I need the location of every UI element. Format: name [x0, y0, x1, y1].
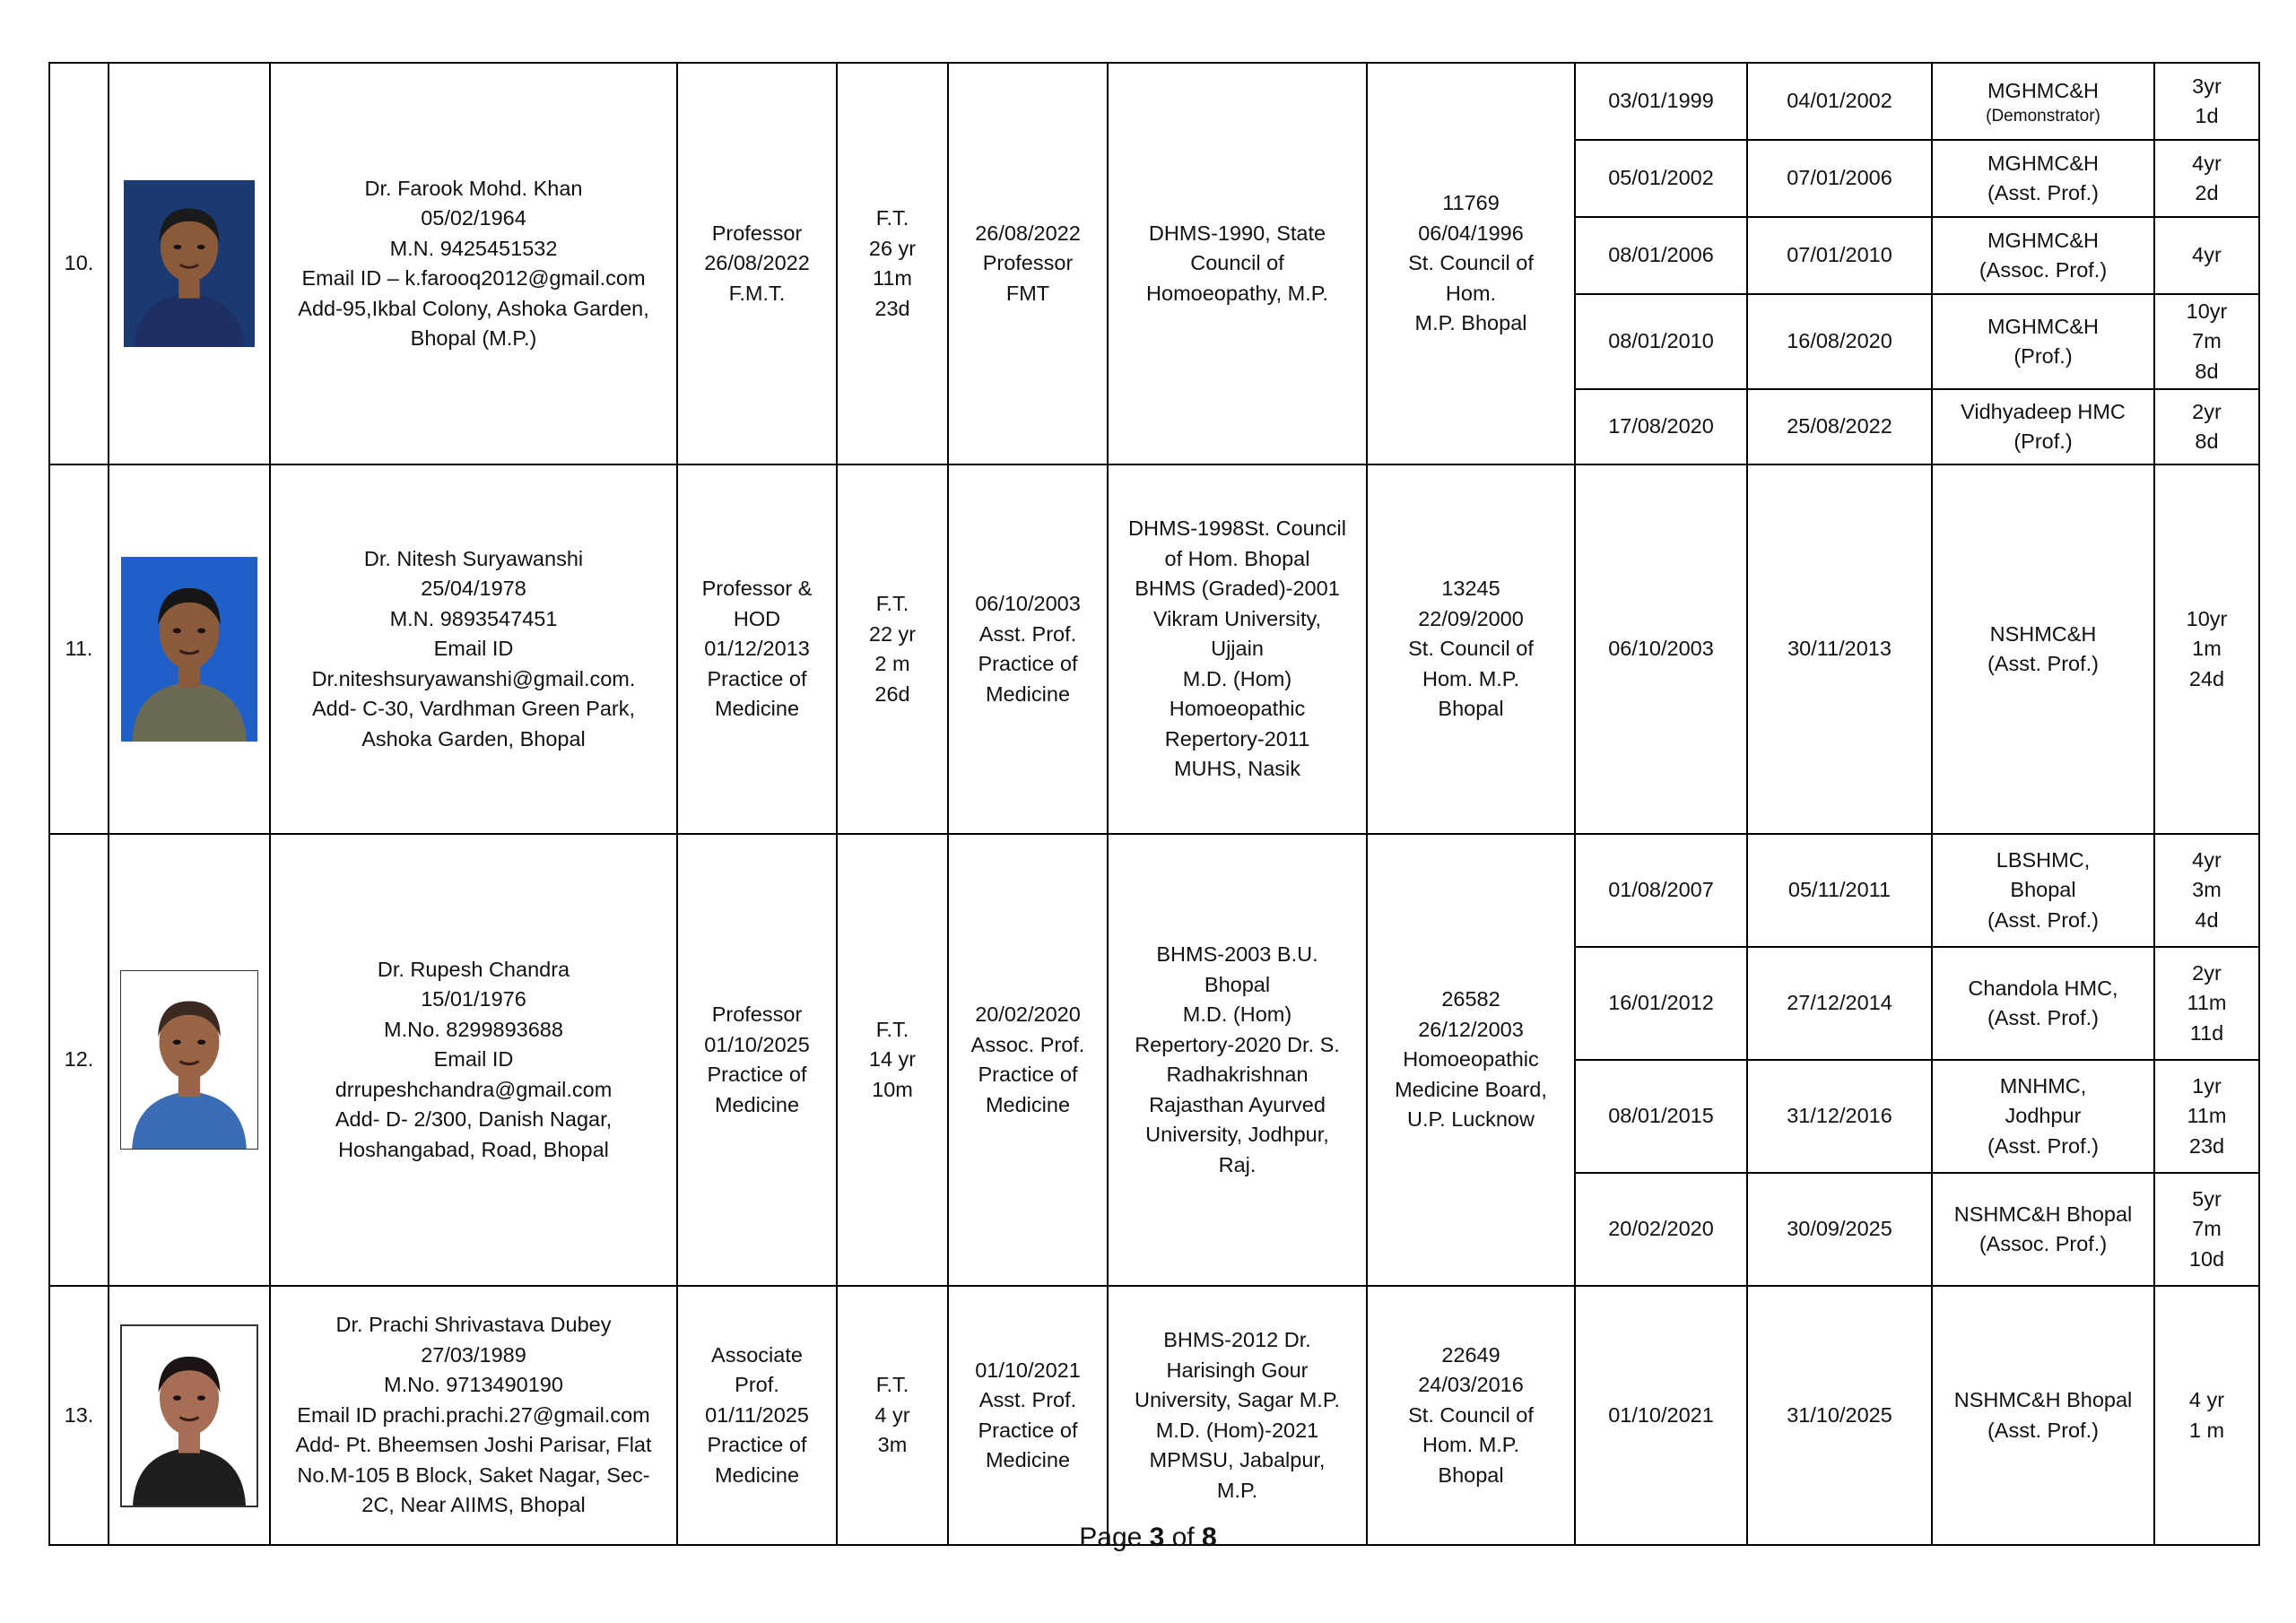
table-row	[49, 834, 2259, 947]
text-line: Dr. Rupesh Chandra	[377, 957, 570, 981]
text-line: (Prof.)	[2013, 430, 2073, 453]
text-line: MPMSU, Jabalpur,	[1149, 1448, 1326, 1471]
text-line: Ashoka Garden, Bhopal	[361, 726, 586, 751]
nature-tenure-cell	[837, 63, 948, 464]
serial-number-cell: 12.	[49, 834, 109, 1286]
experience-from-date: 06/10/2003	[1575, 464, 1747, 834]
text-line: 4yr	[2192, 847, 2222, 872]
experience-from-date: 01/10/2021	[1575, 1286, 1747, 1545]
text-line: BHMS-2012 Dr.	[1163, 1328, 1311, 1351]
text-line: (Asst. Prof.)	[1987, 1006, 2100, 1029]
text-line: 8d	[2195, 430, 2219, 453]
joining-cell	[948, 834, 1108, 1286]
text-line: F.T.	[875, 592, 909, 615]
text-line: Add- Pt. Bheemsen Joshi Parisar, Flat	[295, 1433, 652, 1457]
text-line: 7m	[2192, 1217, 2222, 1241]
text-line: Professor &	[701, 577, 813, 601]
text-line: 1 m	[2188, 1418, 2225, 1442]
text-line: F.T.	[875, 206, 909, 230]
text-line: NSHMC&H	[1989, 621, 2097, 646]
text-line: MGHMC&H	[1987, 228, 2100, 252]
text-line: 10m	[872, 1077, 913, 1101]
experience-from-date: 08/01/2010	[1575, 294, 1747, 389]
text-line: M.N. 9893547451	[389, 606, 558, 630]
text-line: 26 yr	[868, 236, 917, 260]
qualification-cell	[1108, 63, 1367, 464]
nature-tenure-cell	[837, 834, 948, 1286]
experience-duration	[2154, 1060, 2259, 1173]
text-line: MNHMC,	[1999, 1073, 2087, 1098]
text-line: Homoeopathic	[1169, 697, 1306, 721]
text-line: of Hom. Bhopal	[1164, 546, 1310, 570]
text-line: Dr. Farook Mohd. Khan	[364, 176, 583, 200]
text-line: Email ID – k.farooq2012@gmail.com	[301, 266, 646, 290]
text-line: 8d	[2195, 359, 2219, 383]
text-line: Bhopal	[1204, 972, 1271, 996]
text-line: Email ID	[433, 637, 514, 661]
text-line: Professor	[711, 1002, 803, 1026]
registration-cell	[1367, 464, 1575, 834]
text-line: 23d	[874, 296, 910, 320]
text-line: 10yr	[2186, 299, 2228, 323]
text-line: (Asst. Prof.)	[1987, 1418, 2100, 1442]
text-line: 06/04/1996	[1418, 221, 1524, 245]
text-line: M.D. (Hom)-2021	[1155, 1418, 1319, 1442]
text-line: Hom.	[1445, 281, 1497, 305]
text-line: 10yr	[2186, 606, 2228, 630]
page-footer	[0, 1523, 2296, 1553]
text-line: (Prof.)	[2013, 344, 2073, 368]
experience-to-date: 27/12/2014	[1747, 947, 1932, 1060]
experience-college	[1932, 464, 2154, 834]
text-line: 11769	[1442, 191, 1500, 215]
nature-tenure-cell	[837, 464, 948, 834]
text-line: Medicine	[985, 1092, 1071, 1116]
text-line: 3m	[877, 1433, 908, 1457]
text-line: 4yr	[2192, 243, 2222, 267]
text-line: 7m	[2192, 329, 2222, 353]
text-line: (Assoc. Prof.)	[1979, 1232, 2108, 1255]
qualification-cell	[1108, 834, 1367, 1286]
text-line: Radhakrishnan	[1166, 1063, 1309, 1086]
text-line: MGHMC&H	[1987, 151, 2100, 175]
experience-to-date: 30/09/2025	[1747, 1173, 1932, 1286]
experience-from-date: 08/01/2015	[1575, 1060, 1747, 1173]
experience-from-date: 01/08/2007	[1575, 834, 1747, 947]
experience-to-date: 16/08/2020	[1747, 294, 1932, 389]
text-line: Add-95,Ikbal Colony, Ashoka Garden,	[298, 296, 649, 320]
experience-duration	[2154, 947, 2259, 1060]
nature-tenure-cell	[837, 1286, 948, 1545]
text-line: 14 yr	[868, 1047, 917, 1072]
qualification-cell	[1108, 464, 1367, 834]
experience-duration	[2154, 217, 2259, 294]
text-line: Hom. M.P.	[1422, 666, 1519, 690]
text-line: 1d	[2195, 104, 2219, 127]
experience-duration	[2154, 389, 2259, 464]
experience-to-date: 07/01/2010	[1747, 217, 1932, 294]
text-line: U.P. Lucknow	[1407, 1107, 1535, 1132]
text-line: Bhopal	[1438, 697, 1504, 721]
text-line: 2C, Near AIIMS, Bhopal	[361, 1493, 586, 1517]
text-line: Dr.niteshsuryawanshi@gmail.com.	[311, 666, 636, 690]
text-line: 11m	[2187, 1104, 2227, 1128]
text-line: 3m	[2192, 878, 2222, 902]
text-line: Medicine	[985, 1448, 1071, 1471]
text-line: 01/10/2021	[975, 1358, 1081, 1382]
experience-to-date: 04/01/2002	[1747, 63, 1932, 140]
text-line: St. Council of	[1408, 637, 1534, 661]
text-line: 06/10/2003	[975, 592, 1081, 615]
text-line: M.P. Bhopal	[1414, 311, 1527, 335]
text-line: 4d	[2195, 907, 2219, 932]
serial-number-cell: 10.	[49, 63, 109, 464]
text-line: M.N. 9425451532	[389, 236, 558, 260]
text-line: 24d	[2188, 666, 2225, 690]
text-line: Asst. Prof.	[978, 1388, 1077, 1411]
text-line: Bhopal	[2010, 878, 2076, 902]
experience-college	[1932, 1060, 2154, 1173]
text-line: 15/01/1976	[421, 987, 526, 1011]
text-line: Asst. Prof.	[978, 621, 1077, 646]
text-line: (Asst. Prof.)	[1987, 907, 2100, 932]
text-line: 11m	[873, 266, 912, 290]
text-line: 5yr	[2192, 1186, 2222, 1211]
text-line: Practice of	[978, 652, 1078, 675]
text-line: University, Jodhpur,	[1145, 1123, 1329, 1146]
experience-duration	[2154, 464, 2259, 834]
experience-duration	[2154, 63, 2259, 140]
text-line: Chandola HMC,	[1968, 976, 2118, 1000]
text-line: DHMS-1998St. Council	[1128, 516, 1346, 541]
text-line: Professor	[982, 251, 1074, 275]
experience-to-date: 31/12/2016	[1747, 1060, 1932, 1173]
experience-to-date: 31/10/2025	[1747, 1286, 1932, 1545]
text-line: Medicine	[985, 681, 1071, 706]
experience-from-date: 03/01/1999	[1575, 63, 1747, 140]
experience-college	[1932, 389, 2154, 464]
text-line: 4yr	[2192, 151, 2222, 175]
faculty-details-cell	[270, 464, 677, 834]
text-line: 26/12/2003	[1418, 1017, 1524, 1041]
experience-college	[1932, 834, 2154, 947]
table-row	[49, 63, 2259, 140]
text-line: BHMS (Graded)-2001	[1135, 577, 1340, 601]
text-line: Raj.	[1218, 1152, 1257, 1176]
text-line: M.D. (Hom)	[1182, 1002, 1292, 1026]
text-line: 2d	[2195, 181, 2219, 204]
registration-cell	[1367, 63, 1575, 464]
experience-to-date: 25/08/2022	[1747, 389, 1932, 464]
text-line: M.No. 8299893688	[384, 1017, 563, 1041]
experience-from-date: 08/01/2006	[1575, 217, 1747, 294]
serial-number-cell: 11.	[49, 464, 109, 834]
text-line: (Asst. Prof.)	[1987, 1133, 2100, 1158]
text-line: Assoc. Prof.	[970, 1032, 1085, 1056]
text-line: Hoshangabad, Road, Bhopal	[338, 1137, 609, 1161]
registration-cell	[1367, 1286, 1575, 1545]
text-line: 22 yr	[868, 621, 917, 646]
experience-to-date: 30/11/2013	[1747, 464, 1932, 834]
designation-cell	[677, 464, 837, 834]
text-line: 01/11/2025	[705, 1402, 809, 1427]
text-line: DHMS-1990, State	[1148, 221, 1326, 245]
text-line: Professor	[711, 221, 803, 245]
text-line: 22649	[1441, 1342, 1500, 1367]
faculty-photo	[120, 1324, 258, 1507]
text-line: Medicine	[714, 697, 800, 721]
text-line: Vikram University,	[1152, 606, 1322, 630]
text-line: Email ID	[433, 1047, 514, 1072]
experience-duration	[2154, 1173, 2259, 1286]
text-line: (Asst. Prof.)	[1987, 181, 2100, 204]
text-line: Dr. Prachi Shrivastava Dubey	[335, 1313, 612, 1337]
text-line: 26582	[1441, 987, 1500, 1011]
text-line: Prof.	[735, 1373, 779, 1397]
text-line: Medicine	[714, 1462, 800, 1487]
photo-cell	[109, 834, 270, 1286]
text-line: MUHS, Nasik	[1173, 757, 1300, 781]
total-pages-number: 8	[1202, 1523, 1217, 1552]
qualification-cell	[1108, 1286, 1367, 1545]
text-line-small: (Demonstrator)	[1986, 106, 2100, 126]
text-line: St. Council of	[1408, 251, 1534, 275]
text-line: M.No. 9713490190	[384, 1373, 563, 1397]
text-line: 11m	[2187, 991, 2227, 1015]
experience-from-date: 16/01/2012	[1575, 947, 1747, 1060]
faculty-photo	[120, 970, 258, 1150]
text-line: Homoeopathic	[1403, 1047, 1539, 1072]
text-line: BHMS-2003 B.U.	[1156, 942, 1318, 966]
text-line: 27/03/1989	[421, 1342, 526, 1367]
table-row	[49, 464, 2259, 834]
text-line: Add- C-30, Vardhman Green Park,	[311, 697, 636, 721]
text-line: Dr. Nitesh Suryawanshi	[363, 546, 584, 570]
faculty-details-cell	[270, 1286, 677, 1545]
text-line: Practice of	[707, 1433, 807, 1457]
photo-cell	[109, 1286, 270, 1545]
page-of-label: of	[1164, 1523, 1203, 1552]
text-line: 25/04/1978	[421, 577, 526, 601]
text-line: Email ID prachi.prachi.27@gmail.com	[297, 1402, 650, 1427]
text-line: Bhopal	[1438, 1462, 1504, 1487]
text-line: FMT	[1005, 281, 1050, 305]
photo-cell	[109, 63, 270, 464]
experience-college	[1932, 1173, 2154, 1286]
text-line: F.M.T.	[728, 281, 786, 305]
text-line: Practice of	[707, 666, 807, 690]
text-line: 1m	[2192, 637, 2222, 661]
text-line: 26/08/2022	[975, 221, 1081, 245]
text-line: Jodhpur	[2005, 1104, 2082, 1128]
joining-cell	[948, 63, 1108, 464]
text-line: Medicine	[714, 1092, 800, 1116]
faculty-photo	[124, 180, 255, 347]
designation-cell	[677, 63, 837, 464]
text-line: (Asst. Prof.)	[1987, 652, 2100, 675]
text-line: drrupeshchandra@gmail.com	[335, 1077, 613, 1101]
text-line: 1yr	[2192, 1073, 2222, 1098]
text-line: 26d	[874, 681, 910, 706]
text-line: 01/12/2013	[704, 637, 810, 661]
experience-college	[1932, 294, 2154, 389]
text-line: 01/10/2025	[704, 1032, 810, 1056]
designation-cell	[677, 834, 837, 1286]
text-line: Repertory-2011	[1164, 726, 1310, 751]
text-line: 22/09/2000	[1418, 606, 1524, 630]
text-line: Practice of	[978, 1063, 1078, 1086]
experience-college	[1932, 63, 2154, 140]
designation-cell	[677, 1286, 837, 1545]
experience-college	[1932, 947, 2154, 1060]
experience-from-date: 17/08/2020	[1575, 389, 1747, 464]
text-line: LBSHMC,	[1996, 847, 2091, 872]
text-line: 2yr	[2192, 960, 2222, 985]
text-line: M.P.	[1216, 1478, 1258, 1502]
experience-duration	[2154, 294, 2259, 389]
text-line: Council of	[1190, 251, 1284, 275]
text-line: NSHMC&H Bhopal	[1953, 1388, 2133, 1411]
text-line: Vidhyadeep HMC	[1961, 399, 2126, 423]
joining-cell	[948, 464, 1108, 834]
experience-duration	[2154, 1286, 2259, 1545]
text-line: Repertory-2020 Dr. S.	[1135, 1032, 1340, 1056]
faculty-details-cell	[270, 834, 677, 1286]
text-line: 26/08/2022	[704, 251, 810, 275]
text-line: Homoeopathy, M.P.	[1146, 281, 1328, 305]
text-line: 4 yr	[2188, 1388, 2225, 1411]
experience-to-date: 05/11/2011	[1747, 834, 1932, 947]
text-line: Bhopal (M.P.)	[410, 326, 537, 350]
experience-from-date: 20/02/2020	[1575, 1173, 1747, 1286]
page-label: Page	[1079, 1523, 1150, 1552]
experience-from-date: 05/01/2002	[1575, 140, 1747, 217]
text-line: Practice of	[978, 1418, 1078, 1442]
text-line: Add- D- 2/300, Danish Nagar,	[335, 1107, 613, 1132]
text-line: 2yr	[2192, 399, 2222, 423]
experience-college	[1932, 140, 2154, 217]
text-line: HOD	[733, 606, 781, 630]
experience-duration	[2154, 140, 2259, 217]
text-line: 3yr	[2192, 74, 2222, 98]
experience-college	[1932, 217, 2154, 294]
text-line: 05/02/1964	[421, 206, 526, 230]
text-line: Rajasthan Ayurved	[1149, 1092, 1326, 1116]
text-line: F.T.	[875, 1373, 909, 1397]
text-line: 2 m	[874, 652, 910, 675]
text-line: MGHMC&H	[1987, 79, 2100, 103]
faculty-photo	[121, 557, 257, 742]
text-line: M.D. (Hom)	[1182, 666, 1292, 690]
faculty-table	[48, 62, 2260, 1546]
serial-number-cell: 13.	[49, 1286, 109, 1545]
text-line: MGHMC&H	[1987, 314, 2100, 338]
registration-cell	[1367, 834, 1575, 1286]
text-line: St. Council of	[1408, 1402, 1534, 1427]
text-line: 23d	[2188, 1133, 2225, 1158]
text-line: NSHMC&H Bhopal	[1953, 1202, 2133, 1226]
text-line: No.M-105 B Block, Saket Nagar, Sec-	[297, 1462, 650, 1487]
text-line: Practice of	[707, 1063, 807, 1086]
text-line: (Assoc. Prof.)	[1979, 258, 2108, 282]
text-line: Ujjain	[1211, 637, 1264, 661]
text-line: Medicine Board,	[1395, 1077, 1547, 1101]
text-line: University, Sagar M.P.	[1135, 1388, 1340, 1411]
table-row	[49, 1286, 2259, 1545]
text-line: 10d	[2188, 1246, 2225, 1271]
photo-cell	[109, 464, 270, 834]
text-line: 20/02/2020	[975, 1002, 1081, 1026]
experience-to-date: 07/01/2006	[1747, 140, 1932, 217]
current-page-number: 3	[1149, 1523, 1165, 1552]
faculty-details-cell	[270, 63, 677, 464]
text-line: 4 yr	[874, 1402, 910, 1427]
experience-college	[1932, 1286, 2154, 1545]
text-line: Associate	[711, 1342, 803, 1367]
experience-duration	[2154, 834, 2259, 947]
text-line: Harisingh Gour	[1166, 1358, 1309, 1382]
text-line: Hom. M.P.	[1422, 1433, 1519, 1457]
joining-cell	[948, 1286, 1108, 1545]
text-line: 13245	[1441, 577, 1500, 601]
text-line: 11d	[2189, 1020, 2224, 1045]
text-line: 24/03/2016	[1418, 1373, 1524, 1397]
text-line: F.T.	[875, 1017, 909, 1041]
